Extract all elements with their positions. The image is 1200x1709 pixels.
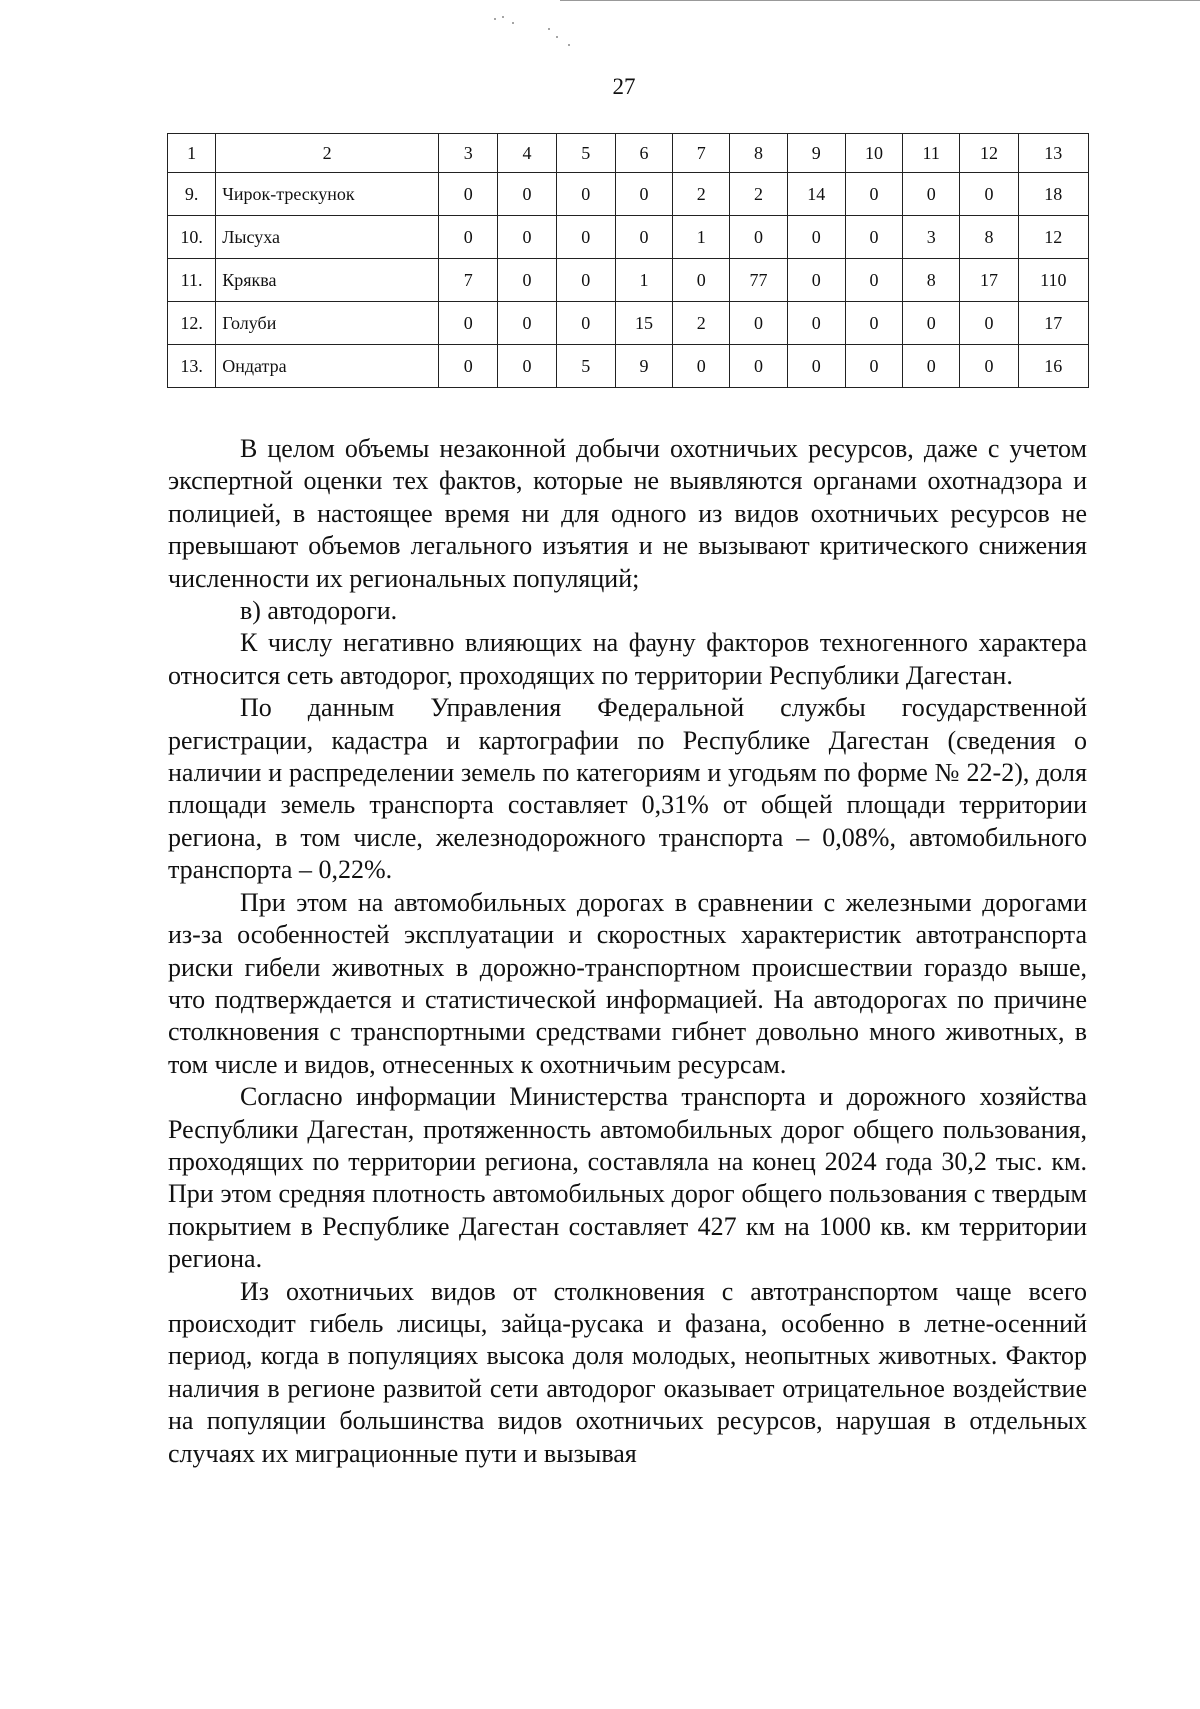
value-cell: 18 bbox=[1018, 173, 1088, 216]
paragraph: При этом на автомобильных дорогах в сравнении с железными дорогами из-за особенностей эксплуатации и скоростных характеристик автотранспорта риски гибели животных в дорожно-транспортном происшествии гораздо выше, что подтверждается и статистической информацией. На автодорогах по причине столкновения с транспортными средствами гибнет довольно много животных, в том числе и видов, отнесенных к охотничьим ресурсам. bbox=[168, 887, 1087, 1079]
value-cell: 0 bbox=[615, 173, 672, 216]
value-cell: 7 bbox=[439, 259, 498, 302]
header-cell: 7 bbox=[673, 134, 730, 173]
value-cell: 0 bbox=[498, 302, 556, 345]
table-header-row bbox=[168, 134, 1089, 173]
value-cell: 0 bbox=[498, 216, 556, 259]
header-cell: 3 bbox=[439, 134, 498, 173]
value-cell: 3 bbox=[903, 216, 960, 259]
value-cell: 0 bbox=[903, 302, 960, 345]
header-cell: 13 bbox=[1018, 134, 1088, 173]
value-cell: 0 bbox=[673, 259, 730, 302]
table-row bbox=[168, 302, 1089, 345]
value-cell: 0 bbox=[787, 302, 845, 345]
table-row bbox=[168, 345, 1089, 388]
value-cell: 0 bbox=[439, 345, 498, 388]
data-table bbox=[167, 133, 1089, 388]
value-cell: 0 bbox=[845, 302, 902, 345]
header-cell: 5 bbox=[556, 134, 615, 173]
value-cell: 1 bbox=[615, 259, 672, 302]
value-cell: 0 bbox=[960, 345, 1018, 388]
value-cell: 0 bbox=[903, 345, 960, 388]
value-cell: 0 bbox=[787, 345, 845, 388]
value-cell: 0 bbox=[730, 302, 787, 345]
species-name: Голуби bbox=[216, 302, 439, 345]
value-cell: 0 bbox=[439, 173, 498, 216]
header-cell: 1 bbox=[168, 134, 216, 173]
scan-specks bbox=[490, 14, 590, 54]
value-cell: 0 bbox=[960, 302, 1018, 345]
scan-edge-line bbox=[560, 0, 1200, 1]
header-cell: 10 bbox=[845, 134, 902, 173]
value-cell: 15 bbox=[615, 302, 672, 345]
value-cell: 0 bbox=[498, 259, 556, 302]
page-number: 27 bbox=[612, 74, 636, 99]
species-name: Лысуха bbox=[216, 216, 439, 259]
header-cell: 8 bbox=[730, 134, 787, 173]
value-cell: 17 bbox=[960, 259, 1018, 302]
value-cell: 0 bbox=[556, 259, 615, 302]
value-cell: 12 bbox=[1018, 216, 1088, 259]
value-cell: 8 bbox=[903, 259, 960, 302]
value-cell: 77 bbox=[730, 259, 787, 302]
value-cell: 0 bbox=[730, 216, 787, 259]
header-cell: 9 bbox=[787, 134, 845, 173]
paragraph: Согласно информации Министерства транспорта и дорожного хозяйства Республики Дагестан, протяженность автомобильных дорог общего пользования, проходящих по территории региона, составляла на конец 2024 года 30,2 тыс. км. При этом средняя плотность автомобильных дорог общего пользования с твердым покрытием в Республике Дагестан составляет 427 км на 1000 кв. км территории региона. bbox=[168, 1082, 1087, 1274]
value-cell: 0 bbox=[556, 173, 615, 216]
row-number: 11. bbox=[168, 259, 216, 302]
value-cell: 1 bbox=[673, 216, 730, 259]
value-cell: 0 bbox=[845, 259, 902, 302]
value-cell: 0 bbox=[845, 173, 902, 216]
value-cell: 0 bbox=[556, 216, 615, 259]
value-cell: 2 bbox=[673, 302, 730, 345]
paragraph: По данным Управления Федеральной службы государственной регистрации, кадастра и картографии по Республике Дагестан (сведения о наличии и распределении земель по категориям и угодьям по форме № 22-2), доля площади земель транспорта составляет 0,31% от общей площади территории региона, в том числе, железнодорожного транспорта – 0,08%, автомобильного транспорта – 0,22%. bbox=[168, 693, 1087, 885]
header-cell: 6 bbox=[615, 134, 672, 173]
value-cell: 0 bbox=[498, 345, 556, 388]
species-name: Чирок-трескунок bbox=[216, 173, 439, 216]
value-cell: 16 bbox=[1018, 345, 1088, 388]
value-cell: 0 bbox=[673, 345, 730, 388]
header-cell: 12 bbox=[960, 134, 1018, 173]
value-cell: 0 bbox=[845, 216, 902, 259]
paragraph: К числу негативно влияющих на фауну факторов техногенного характера относится сеть автодорог, проходящих по территории Республики Дагестан. bbox=[168, 628, 1087, 690]
body-text bbox=[168, 433, 1087, 1470]
value-cell: 0 bbox=[960, 173, 1018, 216]
value-cell: 2 bbox=[673, 173, 730, 216]
paragraph: в) автодороги. bbox=[240, 596, 398, 626]
value-cell: 2 bbox=[730, 173, 787, 216]
value-cell: 14 bbox=[787, 173, 845, 216]
value-cell: 5 bbox=[556, 345, 615, 388]
species-name: Кряква bbox=[216, 259, 439, 302]
header-cell: 11 bbox=[903, 134, 960, 173]
species-name: Ондатра bbox=[216, 345, 439, 388]
paragraph: В целом объемы незаконной добычи охотничьих ресурсов, даже с учетом экспертной оценки тех фактов, которые не выявляются органами охотнадзора и полицией, в настоящее время ни для одного из видов охотничьих ресурсов не превышают объемов легального изъятия и не вызывают критического снижения численности их региональных популяций; bbox=[168, 434, 1087, 593]
value-cell: 0 bbox=[787, 216, 845, 259]
row-number: 10. bbox=[168, 216, 216, 259]
row-number: 13. bbox=[168, 345, 216, 388]
value-cell: 0 bbox=[498, 173, 556, 216]
value-cell: 0 bbox=[730, 345, 787, 388]
value-cell: 17 bbox=[1018, 302, 1088, 345]
table-row bbox=[168, 173, 1089, 216]
value-cell: 0 bbox=[439, 302, 498, 345]
table-body bbox=[168, 134, 1089, 388]
value-cell: 8 bbox=[960, 216, 1018, 259]
value-cell: 0 bbox=[845, 345, 902, 388]
value-cell: 0 bbox=[615, 216, 672, 259]
header-cell: 2 bbox=[216, 134, 439, 173]
value-cell: 9 bbox=[615, 345, 672, 388]
table-row bbox=[168, 259, 1089, 302]
row-number: 12. bbox=[168, 302, 216, 345]
value-cell: 0 bbox=[903, 173, 960, 216]
header-cell: 4 bbox=[498, 134, 556, 173]
value-cell: 0 bbox=[439, 216, 498, 259]
value-cell: 0 bbox=[556, 302, 615, 345]
value-cell: 110 bbox=[1018, 259, 1088, 302]
value-cell: 0 bbox=[787, 259, 845, 302]
row-number: 9. bbox=[168, 173, 216, 216]
table-row bbox=[168, 216, 1089, 259]
paragraph: Из охотничьих видов от столкновения с автотранспортом чаще всего происходит гибель лисицы, зайца-русака и фазана, особенно в летне-осенний период, когда в популяциях высока доля молодых, неопытных животных. Фактор наличия в регионе развитой сети автодорог оказывает отрицательное воздействие на популяции большинства видов охотничьих ресурсов, нарушая в отдельных случаях их миграционные пути и вызывая bbox=[168, 1276, 1087, 1468]
